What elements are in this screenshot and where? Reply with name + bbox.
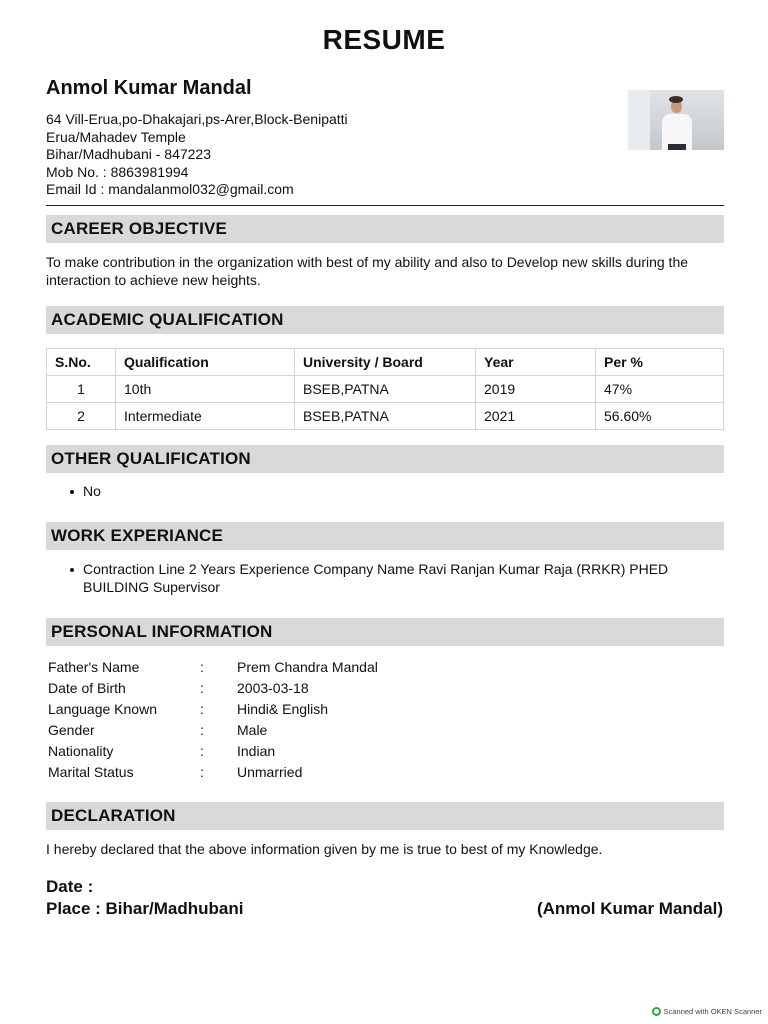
scanner-logo-icon <box>652 1007 661 1016</box>
table-cell: 10th <box>116 376 295 403</box>
table-cell: 1 <box>47 376 116 403</box>
candidate-name: Anmol Kumar Mandal <box>46 77 252 99</box>
candidate-photo <box>628 90 724 150</box>
info-value: 2003-03-18 <box>237 680 309 696</box>
place-label: Place : Bihar/Madhubani <box>46 899 244 918</box>
signature-name: (Anmol Kumar Mandal) <box>536 899 723 918</box>
column-header: Per % <box>596 349 724 376</box>
list-item: Contraction Line 2 Years Experience Company Name Ravi Ranjan Kumar Raja (RRKR) PHED BUILDING Supervisor <box>68 561 728 596</box>
info-row <box>48 742 548 763</box>
section-heading-other-qualification: OTHER QUALIFICATION <box>46 445 724 473</box>
table-cell: BSEB,PATNA <box>295 376 476 403</box>
column-header: S.No. <box>47 349 116 376</box>
info-separator: : <box>200 743 204 759</box>
scanner-watermark-text: Scanned with OKEN Scanner <box>663 1007 762 1016</box>
info-value: Male <box>237 722 268 738</box>
email-address: Email Id : mandalanmol032@gmail.com <box>46 181 294 197</box>
info-separator: : <box>200 680 204 696</box>
table-cell: BSEB,PATNA <box>295 403 476 430</box>
table-row <box>47 403 724 430</box>
date-label: Date : <box>46 877 94 896</box>
mobile-number: Mob No. : 8863981994 <box>46 163 189 180</box>
section-heading-declaration: DECLARATION <box>46 802 724 830</box>
info-value: Prem Chandra Mandal <box>237 659 378 675</box>
address-line: Bihar/Madhubani - 847223 <box>46 146 212 162</box>
contact-block <box>46 111 348 199</box>
address-line: Erua/Mahadev Temple <box>46 128 186 145</box>
info-value: Hindi& English <box>237 701 329 717</box>
info-value: Unmarried <box>237 764 303 780</box>
column-header: Qualification <box>116 349 295 376</box>
table-header-row <box>47 349 724 376</box>
info-label: Father's Name <box>48 659 140 675</box>
career-objective-text: To make contribution in the organization with best of my ability and also to Develop new skills during the interaction to achieve new heights. <box>46 254 689 288</box>
info-row <box>48 763 548 784</box>
table-cell: 2021 <box>476 403 596 430</box>
info-label: Language Known <box>48 701 157 717</box>
section-heading-academic: ACADEMIC QUALIFICATION <box>46 306 724 334</box>
info-row <box>48 700 548 721</box>
table-cell: Intermediate <box>116 403 295 430</box>
info-row <box>48 679 548 700</box>
info-separator: : <box>200 764 204 780</box>
info-row <box>48 658 548 679</box>
info-separator: : <box>200 701 204 717</box>
info-label: Date of Birth <box>48 680 126 696</box>
work-experience-list <box>68 561 728 596</box>
info-separator: : <box>200 659 204 675</box>
header-divider <box>46 205 724 206</box>
document-title: RESUME <box>322 24 446 55</box>
column-header: University / Board <box>295 349 476 376</box>
info-label: Marital Status <box>48 764 134 780</box>
table-cell: 2 <box>47 403 116 430</box>
table-cell: 47% <box>596 376 724 403</box>
section-heading-work-experience: WORK EXPERIANCE <box>46 522 724 550</box>
info-label: Gender <box>48 722 95 738</box>
info-separator: : <box>200 722 204 738</box>
info-row <box>48 721 548 742</box>
info-label: Nationality <box>48 743 114 759</box>
info-value: Indian <box>237 743 276 759</box>
declaration-text: I hereby declared that the above information given by me is true to best of my Knowledge. <box>46 841 603 857</box>
section-heading-personal-information: PERSONAL INFORMATION <box>46 618 724 646</box>
address-line: 64 Vill-Erua,po-Dhakajari,ps-Arer,Block-Benipatti <box>46 111 348 127</box>
table-row <box>47 376 724 403</box>
scanner-watermark <box>652 1007 762 1016</box>
personal-info-table <box>48 658 548 784</box>
column-header: Year <box>476 349 596 376</box>
list-item: No <box>68 483 728 501</box>
table-cell: 56.60% <box>596 403 724 430</box>
academic-table <box>46 348 724 430</box>
table-cell: 2019 <box>476 376 596 403</box>
section-heading-career-objective: CAREER OBJECTIVE <box>46 215 724 243</box>
other-qualification-list <box>68 483 728 501</box>
